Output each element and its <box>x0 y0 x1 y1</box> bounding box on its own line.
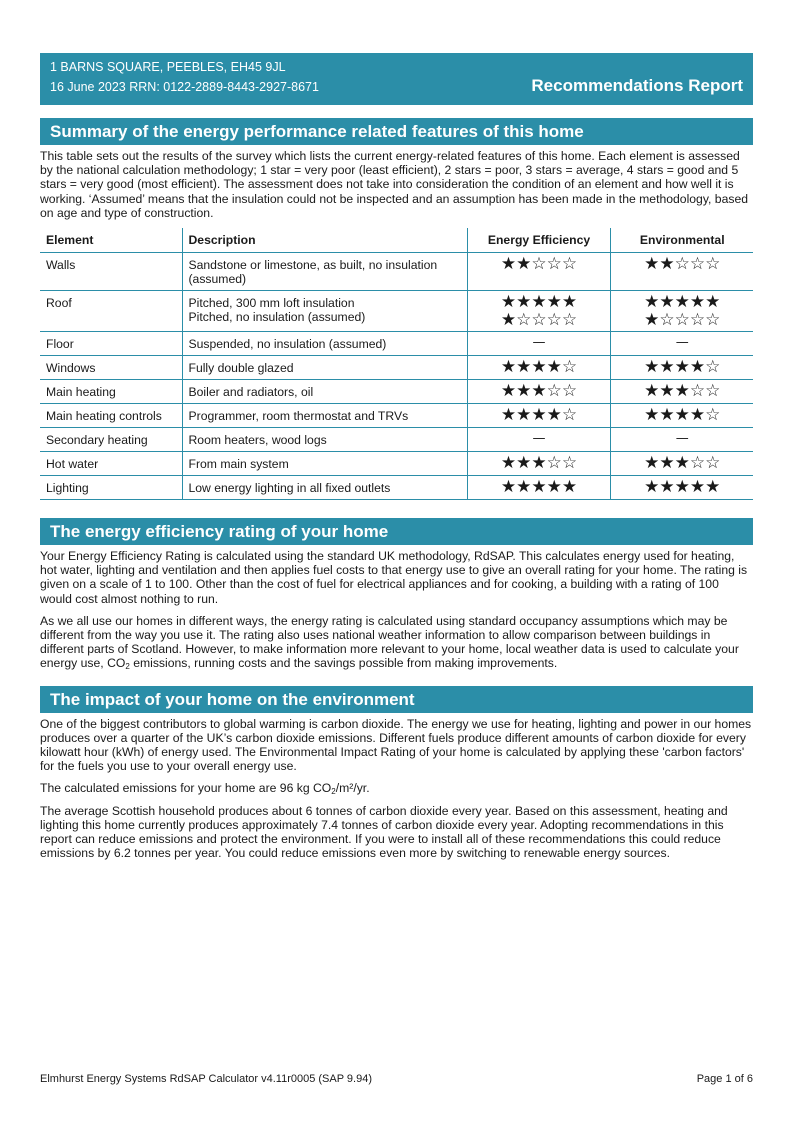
table-row <box>40 476 753 500</box>
rating-paragraph-1: Your Energy Efficiency Rating is calculated using the standard UK methodology, RdSAP. This calculates energy used for heating, hot water, lighting and ventilation and then applies fuel costs to that energy use to give an overall rating for your home. The rating is given on a scale of 1 to 100. Other than the cost of fuel for electrical appliances and for cooking, a building with a rating of 100 would cost almost nothing to run. <box>40 549 748 606</box>
environmental-rating-line: ★☆☆☆☆ <box>644 310 721 331</box>
element-cell-line: Lighting <box>46 481 89 496</box>
environmental-rating-line: — <box>675 431 689 447</box>
rating-heading: The energy efficiency rating of your home <box>40 518 753 545</box>
energy-efficiency-rating-line: — <box>532 431 546 447</box>
description-cell <box>182 291 467 332</box>
description-cell <box>182 380 467 404</box>
description-cell <box>182 452 467 476</box>
energy-efficiency-rating <box>467 404 610 428</box>
col-description: Description <box>182 228 467 253</box>
environmental-rating-line: ★★★★★ <box>644 292 721 313</box>
energy-efficiency-rating <box>467 476 610 500</box>
description-cell-line: Fully double glazed <box>188 361 294 376</box>
footer-page-number: Page 1 of 6 <box>696 1073 753 1085</box>
environmental-rating <box>610 380 753 404</box>
energy-efficiency-rating <box>467 291 610 332</box>
element-cell <box>40 380 182 404</box>
element-cell <box>40 476 182 500</box>
rating-p2-subscript: 2 <box>125 662 130 672</box>
environmental-rating-line: ★★★☆☆ <box>644 453 721 474</box>
energy-efficiency-rating-line: ★★★★☆ <box>500 405 578 426</box>
features-table <box>40 228 753 500</box>
environmental-rating <box>610 428 753 452</box>
environmental-rating <box>610 452 753 476</box>
energy-efficiency-rating <box>467 380 610 404</box>
energy-efficiency-rating-line: ★☆☆☆☆ <box>500 310 578 331</box>
element-cell-line: Roof <box>46 296 72 311</box>
description-cell-line: Sandstone or limestone, as built, no insulation (assumed) <box>188 258 438 287</box>
energy-efficiency-rating-line: ★★★★★ <box>500 292 578 313</box>
energy-efficiency-rating-line: ★★★★☆ <box>500 357 578 378</box>
col-environmental: Environmental <box>610 228 753 253</box>
footer-software: Elmhurst Energy Systems RdSAP Calculator v4.11r0005 (SAP 9.94) <box>40 1073 372 1085</box>
summary-heading: Summary of the energy performance related features of this home <box>40 118 753 145</box>
energy-efficiency-rating-line: ★★★★★ <box>500 477 578 498</box>
table-row <box>40 332 753 356</box>
environmental-rating-line: ★★★★☆ <box>644 357 721 378</box>
description-cell-line: Room heaters, wood logs <box>188 433 327 448</box>
description-cell-line: Suspended, no insulation (assumed) <box>188 337 387 352</box>
description-cell-line: Pitched, 300 mm loft insulation <box>188 296 355 311</box>
env-p2-text-b: /m²/yr. <box>335 781 370 796</box>
element-cell-line: Hot water <box>46 457 99 472</box>
element-cell-line: Walls <box>46 258 76 273</box>
property-address: 1 BARNS SQUARE, PEEBLES, EH45 9JL <box>50 60 286 74</box>
environmental-rating <box>610 253 753 291</box>
features-table-header <box>40 228 753 253</box>
description-cell-line: Low energy lighting in all fixed outlets <box>188 481 391 496</box>
description-cell <box>182 476 467 500</box>
element-cell-line: Secondary heating <box>46 433 148 448</box>
description-cell <box>182 356 467 380</box>
environmental-rating-line: ★★★☆☆ <box>644 381 721 402</box>
energy-efficiency-rating <box>467 356 610 380</box>
table-row <box>40 380 753 404</box>
report-header <box>40 53 753 105</box>
environmental-rating <box>610 356 753 380</box>
table-row <box>40 428 753 452</box>
element-cell <box>40 332 182 356</box>
rating-paragraph-2 <box>40 614 753 671</box>
environmental-rating-line: ★★★★★ <box>644 477 721 498</box>
description-cell <box>182 253 467 291</box>
element-cell <box>40 356 182 380</box>
report-page <box>40 53 753 860</box>
summary-intro: This table sets out the results of the survey which lists the current energy-related features of this home. Each element is assessed by the national calculation methodology; 1 star = very poor (least efficient), 2 stars = poor, 3 stars = average, 4 stars = good and 5 stars = very good (most efficient). The assessment does not take into consideration the condition of an element and how well it is working. ‘Assumed’ means that the insulation could not be inspected and an assumption has been made in the methodology, based on age and type of construction. <box>40 149 748 220</box>
report-title: Recommendations Report <box>531 76 743 95</box>
col-energy-efficiency: Energy Efficiency <box>467 228 610 253</box>
features-table-body <box>40 253 753 500</box>
environmental-rating <box>610 291 753 332</box>
energy-efficiency-rating-line: ★★☆☆☆ <box>500 254 578 275</box>
environment-paragraph-1: One of the biggest contributors to global warming is carbon dioxide. The energy we use for heating, lighting and power in our homes produces over a quarter of the UK’s carbon dioxide emissions. Different fuels produce different amounts of carbon dioxide for every kilowatt hour (kWh) of energy used. The Environmental Impact Rating of your home is calculated by applying these 'carbon factors' for the fuels you use to your overall energy use. <box>40 716 752 774</box>
environmental-rating-line: ★★★★☆ <box>644 405 721 426</box>
environmental-rating <box>610 476 753 500</box>
element-cell <box>40 253 182 291</box>
environment-paragraph-3: The average Scottish household produces about 6 tonnes of carbon dioxide every year. Based on this assessment, heating and lighting this home currently produces approximately 7.4 tonnes of carbon dioxide every year. Adopting recommendations in this report can reduce emissions and protect the environment. If you were to install all of these recommendations this could reduce emissions by 6.2 tonnes per year. You could reduce emissions even more by switching to renewable energy sources. <box>40 803 728 861</box>
description-cell-line: From main system <box>188 457 289 472</box>
table-row <box>40 404 753 428</box>
description-cell-line: Boiler and radiators, oil <box>188 385 314 400</box>
environmental-rating <box>610 404 753 428</box>
rating-p2-text-b: emissions, running costs and the savings possible from making improvements. <box>129 656 558 671</box>
col-element: Element <box>40 228 182 253</box>
element-cell-line: Windows <box>46 361 96 376</box>
element-cell-line: Main heating controls <box>46 409 162 424</box>
element-cell-line: Floor <box>46 337 74 352</box>
env-p2-text-a: The calculated emissions for your home are 96 kg CO <box>40 781 332 796</box>
description-cell <box>182 404 467 428</box>
table-row <box>40 253 753 291</box>
element-cell <box>40 291 182 332</box>
rating-p2-text-a: As we all use our homes in different ways, the energy rating is calculated using standard occupancy assumptions which may be different from the way you use it. The rating also uses national weather information to allow comparison between buildings in different parts of Scotland. However, to make information more relevant to your home, local weather data is used to calculate your energy use, CO <box>40 613 739 671</box>
table-row <box>40 452 753 476</box>
element-cell-line: Main heating <box>46 385 116 400</box>
description-cell-line: Pitched, no insulation (assumed) <box>188 310 366 325</box>
environmental-rating-line: ★★☆☆☆ <box>644 254 721 275</box>
energy-efficiency-rating <box>467 253 610 291</box>
description-cell <box>182 428 467 452</box>
energy-efficiency-rating <box>467 452 610 476</box>
table-row <box>40 356 753 380</box>
description-cell-line: Programmer, room thermostat and TRVs <box>188 409 409 424</box>
environment-paragraph-2 <box>40 781 753 795</box>
energy-efficiency-rating-line: ★★★☆☆ <box>500 381 578 402</box>
energy-efficiency-rating-line: ★★★☆☆ <box>500 453 578 474</box>
table-row <box>40 291 753 332</box>
date-rrn: 16 June 2023 RRN: 0122-2889-8443-2927-8671 <box>50 80 319 94</box>
environmental-rating-line: — <box>675 335 689 351</box>
element-cell <box>40 452 182 476</box>
element-cell <box>40 428 182 452</box>
environmental-rating <box>610 332 753 356</box>
environment-heading: The impact of your home on the environment <box>40 686 753 713</box>
description-cell <box>182 332 467 356</box>
energy-efficiency-rating <box>467 332 610 356</box>
energy-efficiency-rating <box>467 428 610 452</box>
energy-efficiency-rating-line: — <box>532 335 546 351</box>
element-cell <box>40 404 182 428</box>
env-p2-subscript: 2 <box>331 787 336 797</box>
